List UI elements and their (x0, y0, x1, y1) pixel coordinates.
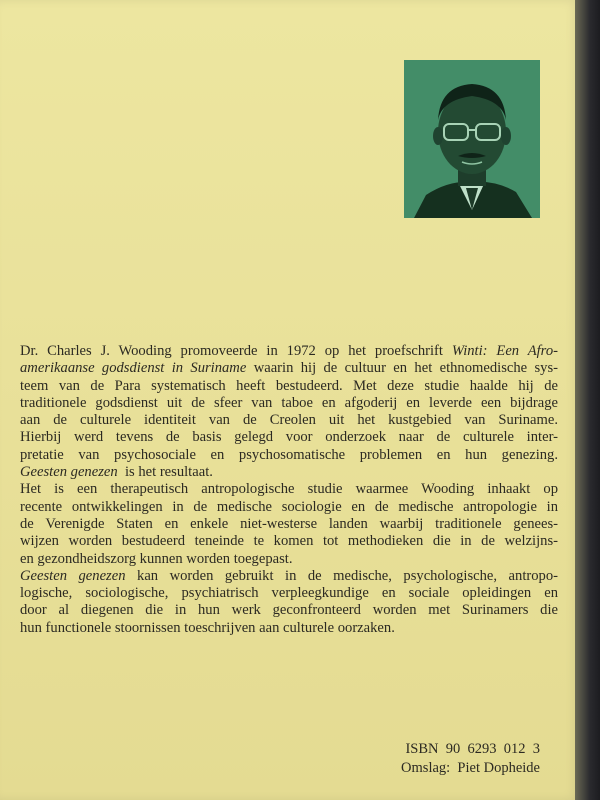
author-photo (404, 60, 540, 218)
cover-credit: Omslag: Piet Dopheide (401, 760, 540, 776)
text-line: aan de culturele identiteit van de Creolen uit het kustgebied van Suriname. (20, 412, 558, 429)
text-line: logische, sociologische, psychiatrisch verpleegkundige en sociale opleidingen en (20, 585, 558, 602)
text-line (20, 464, 558, 481)
text-line (20, 568, 558, 585)
text-line: en gezondheidszorg kunnen worden toegepast. (20, 550, 293, 567)
text-line: door al diegenen die in hun werk geconfronteerd worden met Surinamers die (20, 602, 558, 619)
author-portrait-image (404, 60, 540, 218)
text-line: recente ontwikkelingen in de medische sociologie en de medische antropologie in (20, 498, 558, 515)
page-edge-shadow (575, 0, 600, 800)
author-description (20, 343, 558, 637)
text-line: teem van de Para systematisch heeft bestudeerd. Met deze studie haalde hij de (20, 377, 558, 394)
text-line: Het is een therapeutisch antropologische studie waarmee Wooding inhaakt op (20, 481, 558, 498)
text-line: de Verenigde Staten en enkele niet-westerse landen waarbij traditionele genees- (20, 515, 558, 532)
book-title-italic: Geesten genezen (20, 464, 118, 481)
text-run: waarin hij de cultuur en het ethnomedische sys- (246, 360, 558, 377)
text-line: Hierbij werd tevens de basis gelegd voor onderzoek naar de culturele inter- (20, 429, 558, 446)
text-line: traditionele godsdienst uit de sfeer van taboe en afgoderij en leverde een bijdrage (20, 394, 558, 411)
book-title-italic: Geesten genezen (20, 567, 126, 584)
text-line: wijzen worden bestudeerd teneinde te komen tot methodieken die in de welzijns- (20, 533, 558, 550)
book-title-italic: Winti: Een Afro- (451, 343, 558, 359)
colophon (401, 740, 540, 778)
text-run: is het resultaat. (117, 464, 213, 481)
text-line (20, 343, 558, 360)
text-run: Dr. Charles J. Wooding promoveerde in 1972 op het proefschrift (20, 343, 452, 359)
book-title-italic: amerikaanse godsdienst in Suriname (20, 360, 247, 377)
text-line: hun functionele stoornissen toeschrijven aan culturele oorzaken. (20, 619, 395, 636)
isbn: ISBN 90 6293 012 3 (405, 741, 540, 757)
text-line (20, 360, 558, 377)
text-run: kan worden gebruikt in de medische, psychologische, antropo- (125, 567, 558, 584)
text-line: pretatie van psychosociale en psychosomatische problemen en hun genezing. (20, 446, 558, 463)
